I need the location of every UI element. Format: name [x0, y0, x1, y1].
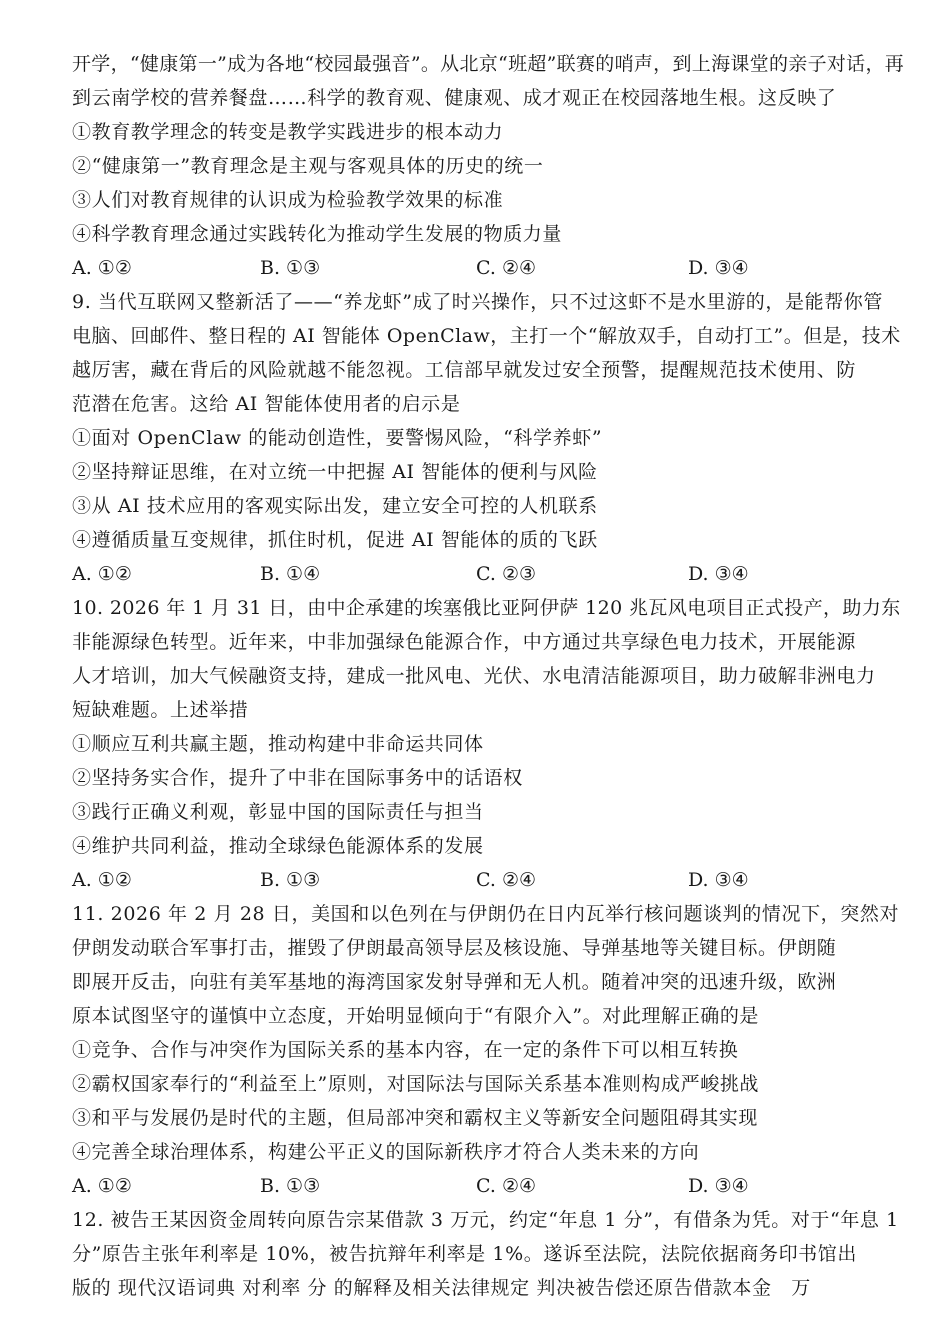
q9-option-c: C. ②③ — [476, 563, 537, 585]
q11-stem-line-3: 即展开反击，向驻有美军基地的海湾国家发射导弹和无人机。随着冲突的迅速升级，欧洲 — [72, 971, 837, 993]
q11-item-3: ③和平与发展仍是时代的主题，但局部冲突和霸权主义等新安全问题阻碍其实现 — [72, 1107, 759, 1129]
q10-stem-line-2: 非能源绿色转型。近年来，中非加强绿色能源合作，中方通过共享绿色电力技术，开展能源 — [72, 631, 857, 653]
q9-options — [72, 562, 872, 586]
q11-options — [72, 1174, 872, 1198]
q10-item-2: ②坚持务实合作，提升了中非在国际事务中的话语权 — [72, 767, 523, 789]
q9-item-2: ②坚持辩证思维，在对立统一中把握 AI 智能体的便利与风险 — [72, 461, 598, 483]
q8-option-c: C. ②④ — [476, 257, 537, 279]
q9-stem-line-2: 电脑、回邮件、整日程的 AI 智能体 OpenClaw，主打一个“解放双手，自动打工”。但是，技术 — [72, 325, 901, 347]
q10-stem-line-4: 短缺难题。上述举措 — [72, 699, 249, 721]
q12-stem-line-2: 分”原告主张年利率是 10%，被告抗辩年利率是 1%。遂诉至法院，法院依据商务印书馆出 — [72, 1243, 857, 1265]
q11-item-2: ②霸权国家奉行的“利益至上”原则，对国际法与国际关系基本准则构成严峻挑战 — [72, 1073, 760, 1095]
q8-stem-line-1: 开学，“健康第一”成为各地“校园最强音”。从北京“班超”联赛的哨声，到上海课堂的亲子对话，再 — [72, 53, 905, 75]
q10-option-a: A. ①② — [72, 869, 132, 891]
q10-option-b: B. ①③ — [260, 869, 321, 891]
q9-option-a: A. ①② — [72, 563, 132, 585]
q11-stem-line-4: 原本试图坚守的谨慎中立态度，开始明显倾向于“有限介入”。对此理解正确的是 — [72, 1005, 760, 1027]
q8-option-b: B. ①③ — [260, 257, 321, 279]
q9-item-1: ①面对 OpenClaw 的能动创造性，要警惕风险，“科学养虾” — [72, 427, 603, 449]
q9-item-4: ④遵循质量互变规律，抓住时机，促进 AI 智能体的质的飞跃 — [72, 529, 598, 551]
q12-stem-line-3: 版的 现代汉语词典 对利率 分 的解释及相关法律规定 判决被告偿还原告借款本金 万 — [72, 1277, 811, 1299]
q11-option-b: B. ①③ — [260, 1175, 321, 1197]
q9-option-d: D. ③④ — [688, 563, 749, 585]
q9-item-3: ③从 AI 技术应用的客观实际出发，建立安全可控的人机联系 — [72, 495, 598, 517]
q8-item-2: ②“健康第一”教育理念是主观与客观具体的历史的统一 — [72, 155, 544, 177]
q11-option-c: C. ②④ — [476, 1175, 537, 1197]
q10-item-1: ①顺应互利共赢主题，推动构建中非命运共同体 — [72, 733, 484, 755]
q9-stem-line-3: 越厉害，藏在背后的风险就越不能忽视。工信部早就发过安全预警，提醒规范技术使用、防 — [72, 359, 857, 381]
q11-option-a: A. ①② — [72, 1175, 132, 1197]
q10-stem-line-1: 10. 2026 年 1 月 31 日，由中企承建的埃塞俄比亚阿伊萨 120 兆瓦风电项目正式投产，助力东 — [72, 597, 901, 619]
q8-option-a: A. ①② — [72, 257, 132, 279]
q10-item-3: ③践行正确义利观，彰显中国的国际责任与担当 — [72, 801, 484, 823]
q8-item-4: ④科学教育理念通过实践转化为推动学生发展的物质力量 — [72, 223, 563, 245]
q11-item-1: ①竞争、合作与冲突作为国际关系的基本内容，在一定的条件下可以相互转换 — [72, 1039, 739, 1061]
q10-item-4: ④维护共同利益，推动全球绿色能源体系的发展 — [72, 835, 484, 857]
q12-stem-line-1: 12. 被告王某因资金周转向原告宗某借款 3 万元，约定“年息 1 分”，有借条为凭。对于“年息 1 — [72, 1209, 899, 1231]
q11-stem-line-2: 伊朗发动联合军事打击，摧毁了伊朗最高领导层及核设施、导弹基地等关键目标。伊朗随 — [72, 937, 837, 959]
q8-item-3: ③人们对教育规律的认识成为检验教学效果的标准 — [72, 189, 504, 211]
q10-options — [72, 868, 872, 892]
q8-options — [72, 256, 872, 280]
q11-option-d: D. ③④ — [688, 1175, 749, 1197]
q8-option-d: D. ③④ — [688, 257, 749, 279]
q9-stem-line-1: 9. 当代互联网又整新活了——“养龙虾”成了时兴操作，只不过这虾不是水里游的，是能帮你管 — [72, 291, 883, 313]
q10-stem-line-3: 人才培训，加大气候融资支持，建成一批风电、光伏、水电清洁能源项目，助力破解非洲电力 — [72, 665, 876, 687]
q9-option-b: B. ①④ — [260, 563, 321, 585]
q11-item-4: ④完善全球治理体系，构建公平正义的国际新秩序才符合人类未来的方向 — [72, 1141, 700, 1163]
q10-option-d: D. ③④ — [688, 869, 749, 891]
q8-stem-line-2: 到云南学校的营养餐盘……科学的教育观、健康观、成才观正在校园落地生根。这反映了 — [72, 87, 837, 109]
q9-stem-line-4: 范潜在危害。这给 AI 智能体使用者的启示是 — [72, 393, 461, 415]
q8-item-1: ①教育教学理念的转变是教学实践进步的根本动力 — [72, 121, 504, 143]
q10-option-c: C. ②④ — [476, 869, 537, 891]
q11-stem-line-1: 11. 2026 年 2 月 28 日，美国和以色列在与伊朗仍在日内瓦举行核问题谈判的情况下，突然对 — [72, 903, 900, 925]
